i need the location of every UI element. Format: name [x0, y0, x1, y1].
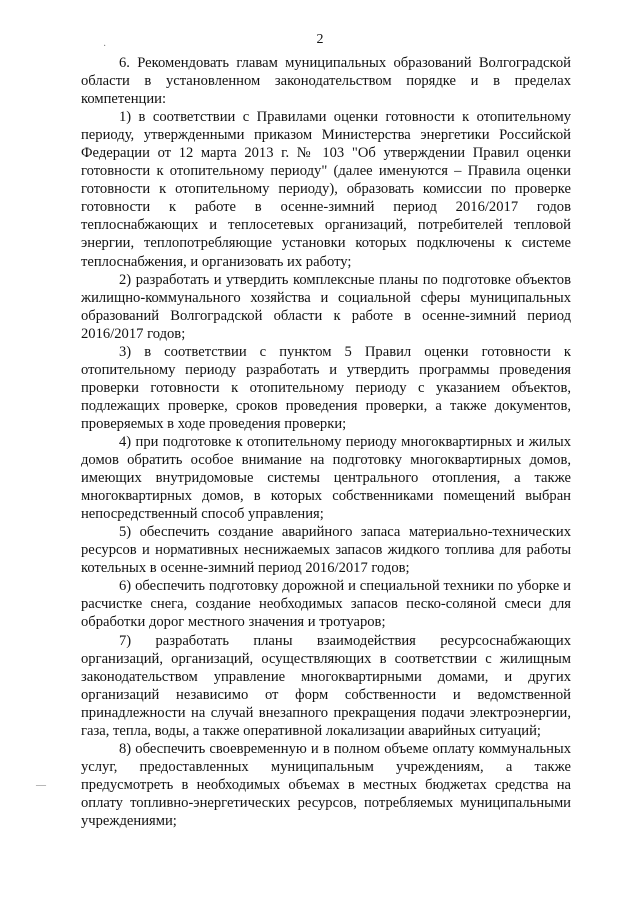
scan-mark-left: — [36, 780, 46, 791]
subparagraph-5: 5) обеспечить создание аварийного запаса материально-технических ресурсов и нормативных неснижаемых запасов жидкого топлива для работы котельных в осенне-зимний период 2016/2017 годов; [81, 524, 571, 577]
subparagraph-6: 6) обеспечить подготовку дорожной и специальной техники по уборке и расчистке снега, создание необходимых запасов песко-соляной смеси для обработки дорог местного значения и тротуаров; [81, 578, 571, 631]
page-number: 2 [316, 32, 324, 47]
subparagraph-7: 7) разработать планы взаимодействия ресурсоснабжающих организаций, организаций, осуществляющих в соответствии с жилищным законодательством управление многоквартирными домами, и других организаций независимо от форм собственности и ведомственной принадлежности на случай внезапного прекращения подачи электроэнергии, газа, тепла, воды, а также оперативной локализации аварийных ситуаций; [81, 632, 571, 739]
scan-mark-top: · [103, 41, 107, 52]
subparagraph-8: 8) обеспечить своевременную и в полном объеме оплату коммунальных услуг, предоставленных муниципальным учреждениям, а также предусмотреть в необходимых объемах в местных бюджетах средства на оплату топливно-энергетических ресурсов, потребляемых муниципальными учреждениями; [81, 740, 571, 829]
subparagraph-4: 4) при подготовке к отопительному периоду многоквартирных и жилых домов обратить особое внимание на подготовку многоквартирных домов, имеющих внутридомовые системы центрального отопления, а также многоквартирных домов, в которых собственниками помещений выбран непосредственный способ управления; [81, 433, 571, 523]
paragraph-item-6: 6. Рекомендовать главам муниципальных образований Волгоградской области в установленном законодательством порядке и в пределах компетенции: [81, 55, 571, 108]
subparagraph-1: 1) в соответствии с Правилами оценки готовности к отопительному периоду, утвержденными приказом Министерства энергетики Российской Федерации от 12 марта 2013 г. № 103 "Об утверждении Правил оценки готовности к отопительному периоду" (далее именуются – Правила оценки готовности к отопительному периоду), образовать комиссии по проверке готовности к работе в осенне-зимний период 2016/2017 годов теплоснабжающих и теплосетевых организаций, потребителей тепловой энергии, теплопотребляющие установки которых подключены к системе теплоснабжения, и организовать их работу; [81, 109, 571, 270]
subparagraph-2: 2) разработать и утвердить комплексные планы по подготовке объектов жилищно-коммунального хозяйства и социальной сферы муниципальных образований Волгоградской области к работе в осенне-зимний период 2016/2017 годов; [81, 271, 571, 342]
document-body [81, 54, 571, 830]
subparagraph-3: 3) в соответствии с пунктом 5 Правил оценки готовности к отопительному периоду разработать и утвердить программы проведения проверки готовности к отопительному периоду с указанием объектов, подлежащих проверке, сроков проведения проверки, а также документов, проверяемых в ходе проведения проверки; [81, 343, 571, 432]
